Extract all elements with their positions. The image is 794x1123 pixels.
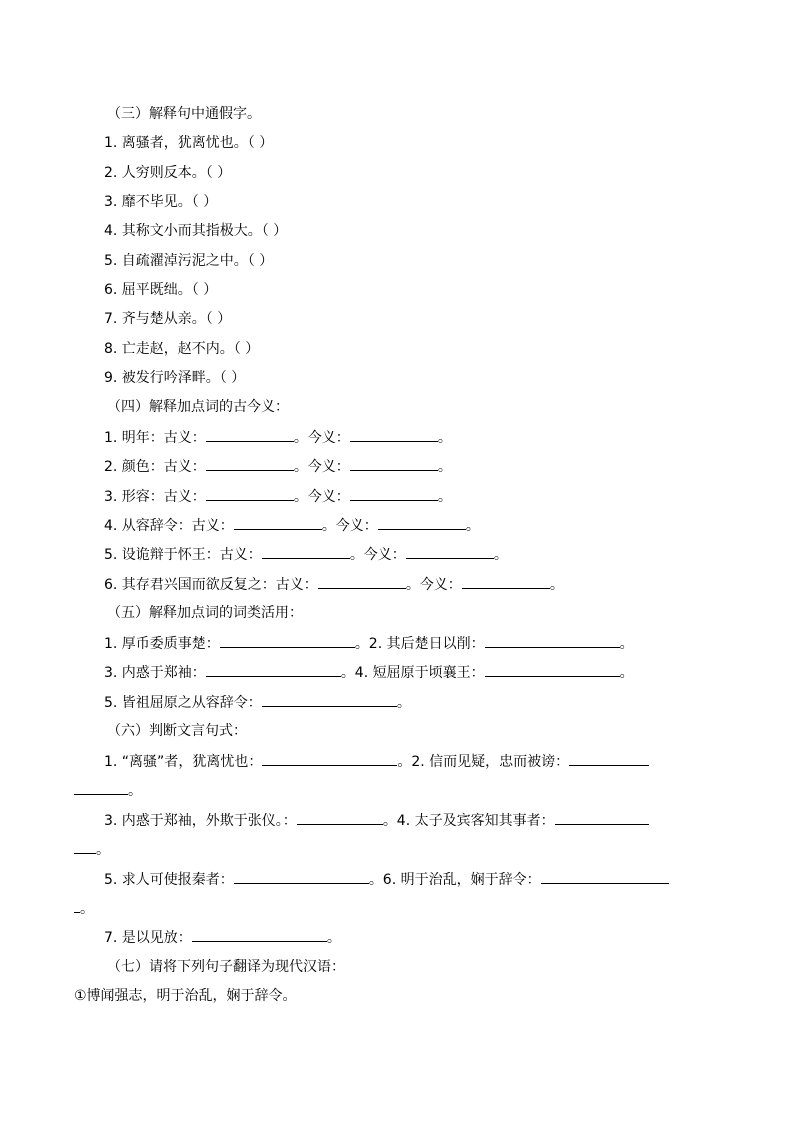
section-6-heading: （六）判断文言句式： xyxy=(107,723,247,739)
huoyong-row-2 xyxy=(104,662,634,683)
gujin-label: 4. 从容辞令：古义： xyxy=(104,518,234,534)
jushi-label: 。6. 明于治乱，娴于辞令： xyxy=(368,872,541,888)
period: 。 xyxy=(437,489,452,505)
gujin-item-3 xyxy=(104,486,452,507)
section-7-heading: （七）请将下列句子翻译为现代汉语： xyxy=(107,959,345,975)
huoyong-row-3 xyxy=(104,692,411,713)
tongjia-item-9: 9. 被发行吟泽畔。（ ） xyxy=(104,370,246,386)
tongjia-item-8: 8. 亡走赵，赵不内。（ ） xyxy=(104,341,260,357)
answer-blank[interactable] xyxy=(350,427,438,442)
period: 。 xyxy=(619,665,634,681)
period: 。 xyxy=(80,901,94,917)
period: 。 xyxy=(437,430,452,446)
gujin-label: 。今义： xyxy=(293,459,350,475)
answer-blank[interactable] xyxy=(485,633,620,648)
section-3-heading: （三）解释句中通假字。 xyxy=(107,106,261,122)
tongjia-item-4: 4. 其称文小而其指极大。（ ） xyxy=(104,223,288,239)
tongjia-item-5: 5. 自疏濯淖污泥之中。（ ） xyxy=(104,253,274,269)
answer-blank[interactable] xyxy=(318,574,406,589)
gujin-item-2 xyxy=(104,456,452,477)
answer-blank[interactable] xyxy=(262,692,397,707)
answer-blank[interactable] xyxy=(206,486,294,501)
answer-blank[interactable] xyxy=(262,751,397,766)
period: 。 xyxy=(326,930,341,946)
gujin-label: 。今义： xyxy=(293,430,350,446)
translation-item-1: ①博闻强志，明于治乱，娴于辞令。 xyxy=(74,988,297,1004)
answer-blank[interactable] xyxy=(297,810,383,825)
jushi-label: 5. 求人可使报秦者： xyxy=(104,872,234,888)
huoyong-label: 1. 厚币委质事楚： xyxy=(104,636,220,652)
answer-blank[interactable] xyxy=(350,456,438,471)
jushi-line-2-cont xyxy=(74,839,110,860)
gujin-item-4 xyxy=(104,515,480,536)
period: 。 xyxy=(619,636,634,652)
jushi-label: 3. 内惑于郑袖，外欺于张仪。： xyxy=(104,813,297,829)
answer-blank[interactable] xyxy=(74,839,96,854)
section-5-heading: （五）解释加点词的词类活用： xyxy=(107,605,303,621)
period: 。 xyxy=(549,577,564,593)
jushi-line-1 xyxy=(104,751,649,772)
answer-blank[interactable] xyxy=(206,456,294,471)
answer-blank[interactable] xyxy=(485,662,620,677)
section-4-heading: （四）解释加点词的古今义： xyxy=(107,399,289,415)
jushi-line-1-cont xyxy=(74,780,142,801)
gujin-label: 。今义： xyxy=(405,577,462,593)
jushi-line-2 xyxy=(104,810,649,831)
answer-blank[interactable] xyxy=(462,574,550,589)
answer-blank[interactable] xyxy=(262,544,350,559)
answer-blank[interactable] xyxy=(541,869,669,884)
huoyong-label: 。2. 其后楚日以削： xyxy=(354,636,485,652)
answer-blank[interactable] xyxy=(378,515,466,530)
huoyong-label: 3. 内惑于郑袖： xyxy=(104,665,206,681)
gujin-item-5 xyxy=(104,544,508,565)
period: 。 xyxy=(437,459,452,475)
period: 。 xyxy=(128,783,142,799)
jushi-label: 。2. 信而见疑，忠而被谤： xyxy=(397,754,570,770)
answer-blank[interactable] xyxy=(234,515,322,530)
jushi-label: 7. 是以见放： xyxy=(104,930,192,946)
jushi-line-3-cont xyxy=(74,898,94,919)
answer-blank[interactable] xyxy=(220,633,355,648)
jushi-label: 。4. 太子及宾客知其事者： xyxy=(382,813,555,829)
answer-blank[interactable] xyxy=(206,427,294,442)
huoyong-row-1 xyxy=(104,633,634,654)
period: 。 xyxy=(493,547,508,563)
tongjia-item-7: 7. 齐与楚从亲。（ ） xyxy=(104,311,232,327)
jushi-line-3 xyxy=(104,869,669,890)
gujin-label: 2. 颜色：古义： xyxy=(104,459,206,475)
period: 。 xyxy=(96,842,110,858)
jushi-line-4 xyxy=(104,927,341,948)
huoyong-label: 5. 皆祖屈原之从容辞令： xyxy=(104,695,262,711)
gujin-label: 。今义： xyxy=(293,489,350,505)
answer-blank[interactable] xyxy=(234,869,369,884)
tongjia-item-3: 3. 靡不毕见。（ ） xyxy=(104,194,218,210)
answer-blank[interactable] xyxy=(350,486,438,501)
answer-blank[interactable] xyxy=(569,751,649,766)
gujin-item-1 xyxy=(104,427,452,448)
gujin-label: 3. 形容：古义： xyxy=(104,489,206,505)
jushi-label: 1. “离骚”者，犹离忧也： xyxy=(104,754,263,770)
answer-blank[interactable] xyxy=(406,544,494,559)
answer-blank[interactable] xyxy=(555,810,649,825)
gujin-label: 6. 其存君兴国而欲反复之：古义： xyxy=(104,577,318,593)
tongjia-item-6: 6. 屈平既绌。（ ） xyxy=(104,282,218,298)
gujin-label: 。今义： xyxy=(349,547,406,563)
tongjia-item-2: 2. 人穷则反本。（ ） xyxy=(104,165,232,181)
period: 。 xyxy=(465,518,480,534)
gujin-item-6 xyxy=(104,574,564,595)
period: 。 xyxy=(396,695,411,711)
tongjia-item-1: 1. 离骚者，犹离忧也。（ ） xyxy=(104,135,274,151)
gujin-label: 5. 设诡辩于怀王：古义： xyxy=(104,547,262,563)
answer-blank[interactable] xyxy=(74,780,128,795)
gujin-label: 1. 明年：古义： xyxy=(104,430,206,446)
huoyong-label: 。4. 短屈原于顷襄王： xyxy=(340,665,485,681)
answer-blank[interactable] xyxy=(192,927,327,942)
answer-blank[interactable] xyxy=(206,662,341,677)
gujin-label: 。今义： xyxy=(321,518,378,534)
